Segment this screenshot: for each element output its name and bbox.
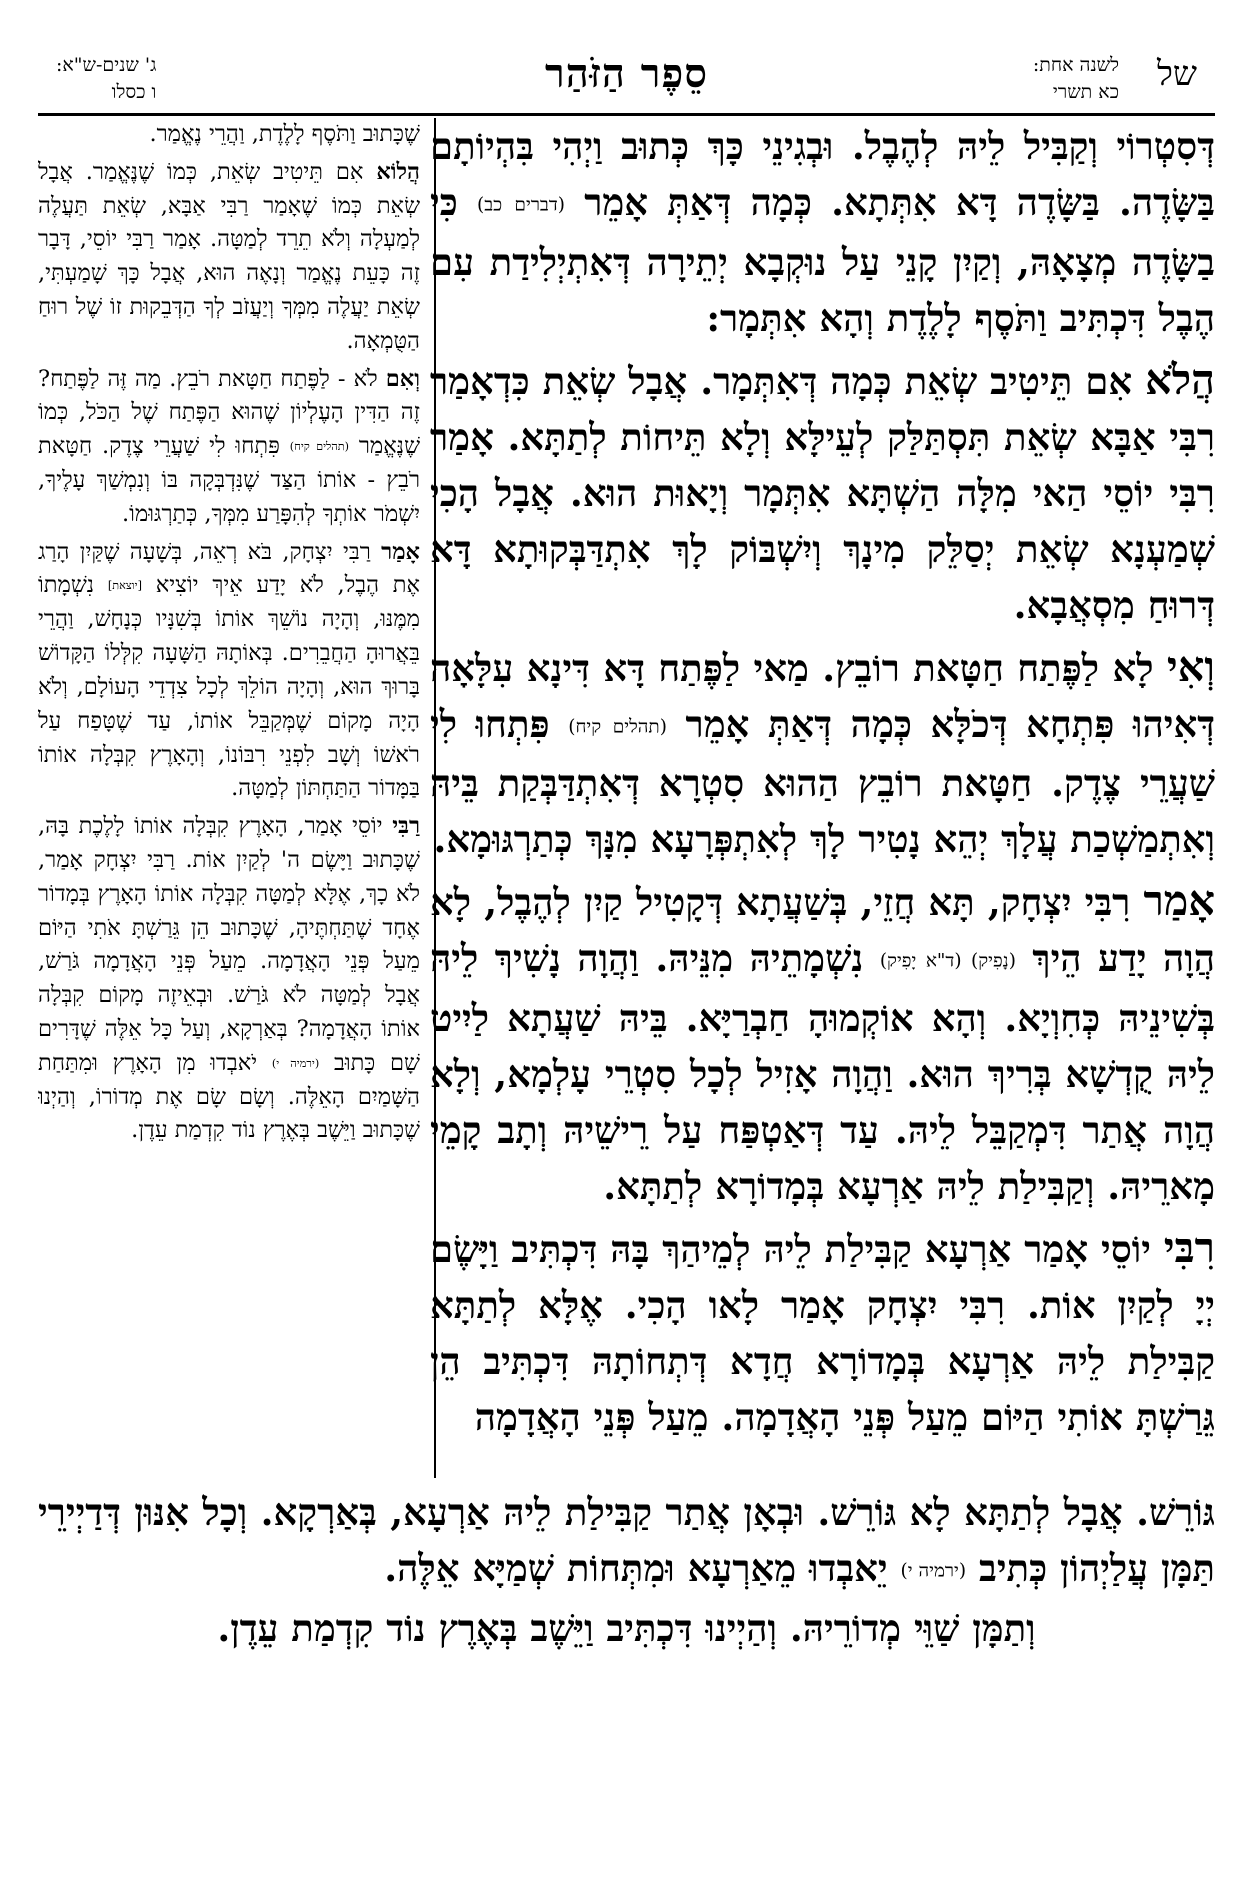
hebrew-paragraph-5 (38, 810, 420, 1148)
page-title: סֵפֶר הַזֹּהַר (545, 50, 708, 97)
header-schedule-three-years (56, 52, 156, 106)
hebrew-paragraph-3 (38, 363, 420, 532)
aramaic-paragraph-4 (430, 873, 1215, 1214)
hebrew-paragraph-1 (38, 118, 420, 152)
hebrew-s1-text: שֶׁכָּתוּב וַתֹּסֶף לָלֶדֶת, וַהֲרֵי נֶאֱמַר. (149, 121, 420, 147)
hebrew-s3-text: לֹא - לַפֶּתַח חַטָּאת רֹבֵץ. מַה זֶּה לַפֶּתַח? זֶה הַדִּין הָעֶלְיוֹן שֶׁהוּא הַפֶּתַח שֶׁל הַכֹּל, כְּמוֹ שֶׁנֶּאֱמַר (38, 365, 420, 460)
aramaic-paragraph-2 (430, 352, 1215, 633)
hebrew-s4-ref: [יוצאת] (107, 579, 142, 593)
aramaic-p1-text2: כִּי בַשָּׂדֶה מְצָאָהּ, וְקַיִן קָנֵי עַל נוּקְבָא יְתֵירָה דְּאִתְיְלִידַת עִם הֶבֶל דִּכְתִּיב וַתֹּסֶף לָלֶדֶת וְהָא אִתְּמָר: (430, 180, 1215, 340)
column-divider (434, 118, 436, 1478)
aramaic-bottom-text2: יֵאבְדוּ מֵאַרְעָא וּמִתְּחוֹת שְׁמַיָּא אֵלֶּה. (384, 1546, 888, 1590)
hebrew-s5-text2: יֹאבְדוּ מִן הָאָרֶץ וּמִתַּחַת הַשָּׁמַיִם הָאֵלֶּה. וְשָׂם שָׂם אֶת מְדוֹרוֹ, וְהַיְנוּ שֶׁכָּתוּב וַיֵּשֶׁב בְּאֶרֶץ נוֹד קִדְמַת עֵדֶן. (38, 1049, 420, 1144)
hebrew-s4-text: רַבִּי יִצְחָק, בֹּא רְאֵה, בְּשָׁעָה שֶׁקַּיִן הָרַג אֶת הֶבֶל, לֹא יָדַע אֵיךְ יוֹצִיא (38, 538, 420, 599)
header-rule (38, 113, 1215, 116)
hebrew-paragraph-2 (38, 156, 420, 359)
aramaic-paragraph-3 (430, 639, 1215, 868)
hebrew-paragraph-4 (38, 536, 420, 806)
hebrew-s3-ref: (תהלים קיח) (289, 440, 350, 454)
aramaic-paragraph-5 (430, 1220, 1215, 1445)
aramaic-p4-ref: (נָפִיק) (ד"א יָפִיק) (879, 950, 1016, 972)
aramaic-p5-lead: רִבִּי (1163, 1222, 1215, 1272)
aramaic-bottom-paragraph (38, 1484, 1215, 1600)
aramaic-bottom-text: גּוֹרֵשׁ. אֲבָל לְתַתָּא לָא גּוֹרֵשׁ. וּבְאָן אֲתַר קַבִּילַת לֵיהּ אַרְעָא, בְּאַרְקָא. וְכָל אִנּוּן דְּדַיְירֵי תַּמָּן עֲלַיְהוֹן כְּתִיב (38, 1490, 1215, 1590)
hebrew-s3-lead: וְאִם (385, 365, 420, 392)
aramaic-p4-text: רִבִּי יִצְחָק, תָּא חֲזֵי, בְּשַׁעֲתָא דְּקָטִיל קַיִן לְהֶבֶל, לָא הֲוָה יָדַע הֵיךְ (430, 880, 1215, 980)
aramaic-bottom-ref: (ירמיה י) (900, 1560, 967, 1582)
aramaic-p1-text: דְּסִטְרוֹי וְקַבִּיל לֵיהּ לְהֶבֶל. וּבְגִינֵי כָּךְ כְּתוּב וַיְהִי בִּהְיוֹתָם בַּשָּׂדֶה. בַּשָּׂדֶה דָּא אִתְּתָא. כְּמָה דְּאַתְּ אָמֵר (430, 124, 1215, 224)
hebrew-s2-lead: הֲלוֹא (376, 158, 420, 185)
hebrew-s3-text2: פִּתְחוּ לִי שַׁעֲרֵי צֶדֶק. חַטָּאת רֹבֵץ - אוֹתוֹ הַצַּד שֶׁנִּדְבְּקָה בּוֹ וְנִמְשַׁךְ עָלֶיךָ, יִשְׁמֹר אוֹתְךָ לְהִפָּרַע מִמְּךָ, כְּתַרְגּוּמוֹ. (38, 433, 420, 527)
aramaic-p3-text: לָא לַפֶּתַח חַטָּאת רוֹבֵץ. מַאי לַפֶּתַח דָּא דִּינָא עִלָּאָה דְּאִיהוּ פִּתְחָא דְּכֹלָּא כְּמָה דְּאַתְּ אָמֵר (430, 645, 1215, 746)
header-left-line1: ג' שנים-ש"א: (56, 54, 157, 76)
hebrew-s4-text2: נִשְׁמָתוֹ מִמֶּנּוּ, וְהָיָה נוֹשֵׁךְ אוֹתוֹ בְּשִׁנָּיו כְּנָחָשׁ, וַהֲרֵי בֵּאֲרוּהָ הַחֲבֵרִים. בְּאוֹתָהּ הַשָּׁעָה קִלְּלוֹ הַקָּדוֹשׁ בָּרוּךְ הוּא, וְהָיָה הוֹלֵךְ לְכָל צִדְדֵי הָעוֹלָם, וְלֹא הָיָה מָקוֹם שֶׁמְּקַבֵּל אוֹתוֹ, עַד שֶׁטָּפַח עַל רֹאשׁוֹ וְשָׁב לִפְנֵי רִבּוֹנוֹ, וְהָאָרֶץ קִבְּלָה אוֹתוֹ בַּמָּדוֹר הַתַּחְתּוֹן לְמַטָּה. (38, 572, 420, 802)
aramaic-last-line: וְתַמָּן שַׁוֵּי מְדוֹרֵיהּ. וְהַיְינוּ דִּכְתִּיב וַיֵּשֶׁב בְּאֶרֶץ נוֹד קִדְמַת עֵדֶן. (217, 1605, 1036, 1650)
hebrew-s5-lead: רַבִּי (392, 813, 420, 840)
page-header (38, 46, 1215, 108)
aramaic-p1-ref: (דברים כב) (477, 194, 565, 216)
hebrew-s5-text: יוֹסֵי אָמַר, הָאָרֶץ קִבְּלָה אוֹתוֹ לָלֶכֶת בָּהּ, שֶׁכָּתוּב וַיָּשֶׂם ה' לְקַיִן אוֹת. רַבִּי יִצְחָק אָמַר, לֹא כָךְ, אֶלָּא לְמַטָּה קִבְּלָה אוֹתוֹ הָאָרֶץ בְּמָדוֹר אֶחָד שֶׁתַּחְתֶּיהָ, שֶׁכָּתוּב הֵן גֵּרַשְׁתָּ אֹתִי הַיּוֹם מֵעַל פְּנֵי הָאֲדָמָה. מֵעַל פְּנֵי הָאֲדָמָה גֹּרַשׁ, אֲבָל לְמַטָּה לֹא גֹּרַשׁ. וּבְאֵיזֶה מָקוֹם קִבְּלָה אוֹתוֹ הָאֲדָמָה? בְּאַרְקָא, וְעַל כָּל אֵלֶּה שֶׁדָּרִים שָׁם כָּתוּב (38, 813, 420, 1076)
header-shel: של (1157, 54, 1197, 94)
aramaic-p5-text: יוֹסֵי אָמַר אַרְעָא קַבִּילַת לֵיהּ לְמֵיהַךְ בָּהּ דִּכְתִּיב וַיָּשֶׂם יְיָ לְקַיִן אוֹת. רִבִּי יִצְחָק אָמַר לָאו הָכִי. אֶלָּא לְתַתָּא קַבִּילַת לֵיהּ אַרְעָא בְּמָדוֹרָא חֲדָא דְּתְחוֹתָהּ דִּכְתִּיב הֵן גֵּרַשְׁתָּ אוֹתִי הַיּוֹם מֵעַל פְּנֵי הָאֲדָמָה. מֵעַל פְּנֵי הָאֲדָמָה (430, 1226, 1215, 1439)
aramaic-p3-ref: (תהלים קיח) (568, 716, 667, 737)
aramaic-p4-lead: אָמַר (1143, 876, 1215, 925)
aramaic-bottom-block (38, 1484, 1215, 1844)
aramaic-column (430, 118, 1215, 1480)
aramaic-p2-lead: הֲלֹא (1145, 354, 1215, 404)
hebrew-s5-ref: (ירמיה י) (271, 1056, 320, 1070)
aramaic-p2-text: אִם תֵּיטִיב שְׂאֵת כְּמָה דְּאִתְּמָר. אֲבָל שְׂאֵת כִּדְאָמַר רִבִּי אַבָּא שְׂאֵת תִּסְתַּלַּק לְעֵילָּא וְלָא תֵּיחוֹת לְתַתָּא. אָמַר רִבִּי יוֹסֵי הַאי מִלָּה הַשְׁתָּא אִתְּמָר וְיָאוּת הוּא. אֲבָל הָכִי שְׁמַעְנָא שְׂאֵת יְסַלֵּק מִינָךְ וְיִשְׁבּוֹק לָךְ אִתְדַּבְּקוּתָא דָּא דְּרוּחַ מִסְאֲבָא. (430, 358, 1215, 627)
hebrew-translation-column (38, 118, 420, 1480)
header-right-line2: כא תשרי (1052, 81, 1119, 103)
aramaic-p3-lead: וְאִי (1166, 641, 1215, 691)
aramaic-p3-text2: פִּתְחוּ לִי שַׁעֲרֵי צֶדֶק. חַטָּאת רוֹבֵץ הַהוּא סִטְרָא דְּאִתְדַּבְּקַת בֵּיהּ וְאִתְמַשְׁכַת עֲלָךְ יְהֵא נָטִיר לָךְ לְאִתְפְּרָעָא מִנָּךְ כְּתַרְגּוּמָא. (430, 701, 1215, 861)
aramaic-p4-text2: נִשְׁמָתֵיהּ מִנֵּיהּ. וַהֲוָה נָשִׁיךְ לֵיהּ בְּשִׁינֵיהּ כְּחִוְיָא. וְהָא אוֹקְמוּהָ חַבְרַיָּא. בֵּיהּ שַׁעֲתָא לַיִיט לֵיהּ קֻדְשָׁא בְּרִיךְ הוּא. וַהֲוָה אָזִיל לְכָל סִטְרֵי עָלְמָא, וְלָא הֲוָה אֲתַר דִּמְקַבֵּל לֵיהּ. עַד דְּאַטְפַּח עַל רֵישֵׁיהּ וְתָב קָמֵי מָארֵיהּ. וְקַבִּילַת לֵיהּ אַרְעָא בְּמָדוֹרָא לְתַתָּא. (430, 936, 1215, 1208)
aramaic-paragraph-1 (430, 118, 1215, 346)
header-left-line2: ו כסלו (111, 81, 157, 103)
header-right-line1: לשנה אחת: (1032, 54, 1119, 76)
hebrew-s4-lead: אָמַר (381, 538, 420, 565)
hebrew-s2-text: אִם תֵּיטִיב שְׂאֵת, כְּמוֹ שֶׁנֶּאֱמַר. אֲבָל שְׂאֵת כְּמוֹ שֶׁאָמַר רַבִּי אַבָּא, שְׂאֵת תַּעֲלֶה לְמַעְלָה וְלֹא תֵרֵד לְמַטָּה. אָמַר רַבִּי יוֹסֵי, דָּבָר זֶה כָּעֵת נֶאֱמַר וְנָאֶה הוּא, אֲבָל כָּךְ שָׁמַעְתִּי, שְׂאֵת יַעֲלֶה מִמְּךָ וְיַעֲזֹב לְךָ הַדְּבֵקוּת זוֹ שֶׁל רוּחַ הַטֻּמְאָה. (38, 158, 420, 354)
